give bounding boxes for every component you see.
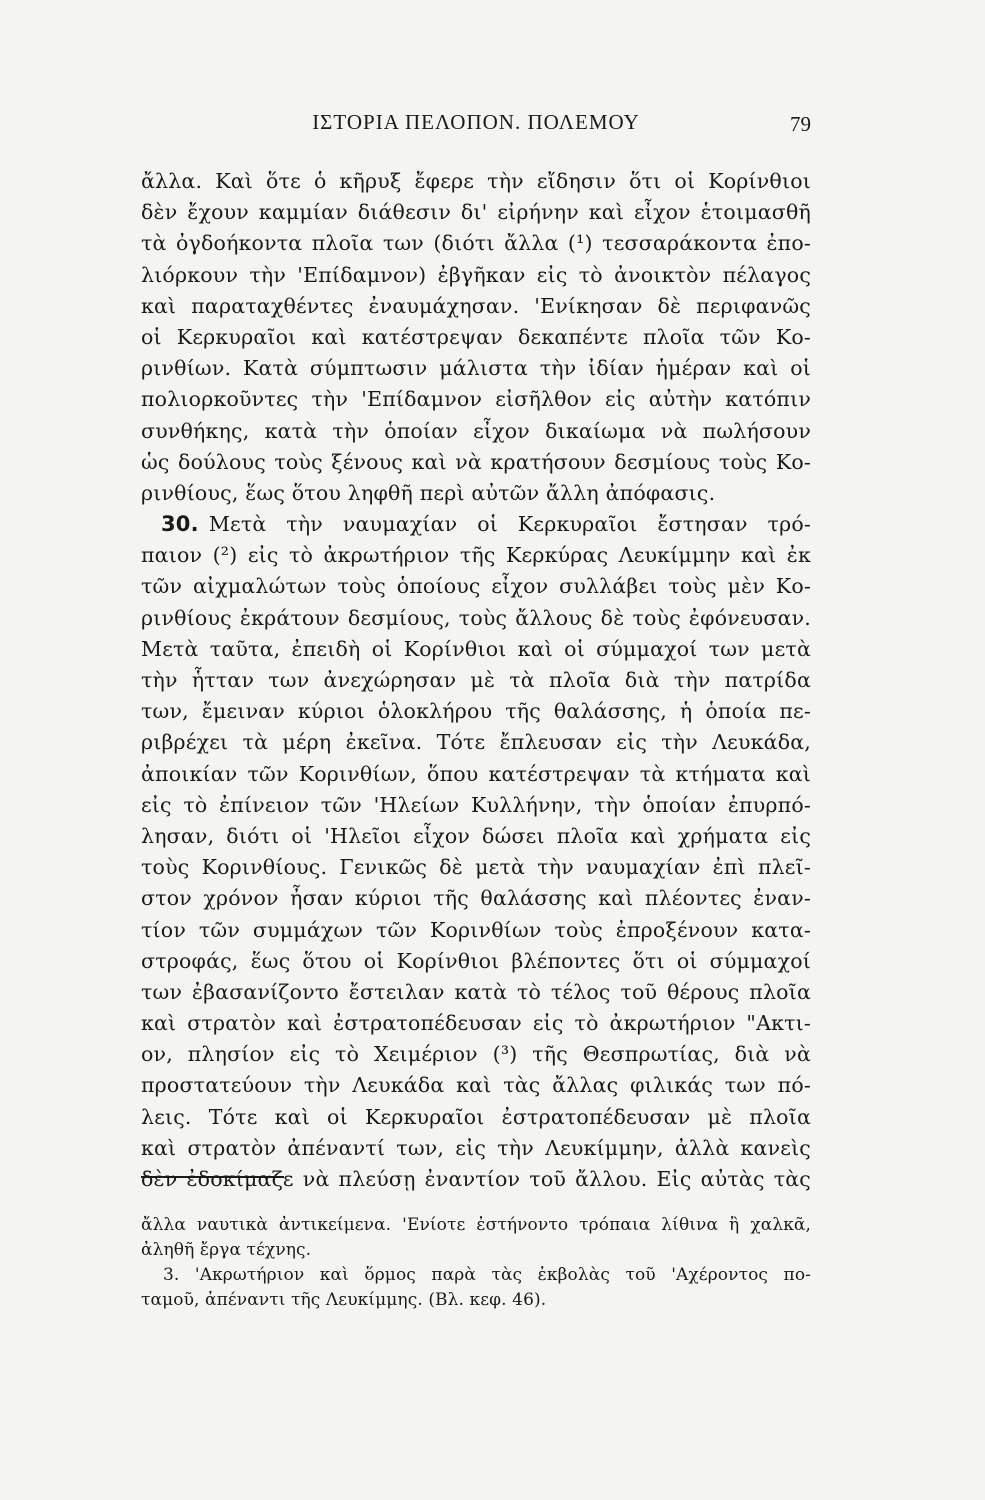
section-line: [141, 509, 811, 540]
text-line: δὲν ἔχουν καμμίαν διάθεσιν δι' εἰρήνην καὶ εἶχον ἑτοιμασθῆ: [141, 200, 811, 225]
footnote-line: ταμοῦ, ἀπέναντι τῆς Λευκίμμης. (Βλ. κεφ. 46).: [141, 1290, 547, 1310]
footnote-line: ἄλλα ναυτικὰ ἀντικείμενα. 'Ενίοτε ἐστήνοντο τρόπαια λίθινα ἢ χαλκᾶ,: [141, 1215, 811, 1235]
text-line: ρινθίους ἐκράτουν δεσμίους, τοὺς ἄλλους δὲ τοὺς ἐφόνευσαν.: [141, 605, 811, 630]
text-line: στροφάς, ἕως ὅτου οἱ Κορίνθιοι βλέποντες ὅτι οἱ σύμμαχοί: [141, 948, 811, 973]
text-line: των ἐβασανίζοντο ἔστειλαν κατὰ τὸ τέλος τοῦ θέρους πλοῖα: [141, 979, 811, 1004]
text-line: καὶ παραταχθέντες ἐναυμάχησαν. 'Ενίκησαν δὲ περιφανῶς: [141, 293, 811, 318]
text-line: λησαν, διότι οἱ 'Ηλεῖοι εἶχον δώσει πλοῖα καὶ χρήματα εἰς: [141, 823, 811, 848]
text-line: τὴν ἧτταν των ἀνεχώρησαν μὲ τὰ πλοῖα διὰ τὴν πατρίδα: [141, 668, 811, 692]
footnote-rule: [141, 1176, 284, 1178]
text-line: παιον (²) εἰς τὸ ἀκρωτήριον τῆς Κερκύρας Λευκίμμην καὶ ἐκ: [141, 543, 811, 568]
text-line: καὶ στρατὸν ἀπέναντί των, εἰς τὴν Λευκίμμην, ἀλλὰ κανεὶς: [141, 1135, 811, 1160]
text-line: τοὺς Κορινθίους. Γενικῶς δὲ μετὰ τὴν ναυμαχίαν ἐπὶ πλεῖ-: [141, 855, 811, 880]
footnote-line: ἀληθῆ ἔργα τέχνης.: [141, 1240, 312, 1260]
footnote-line: 3. 'Ακρωτήριον καὶ ὅρμος παρὰ τὰς ἐκβολὰς τοῦ 'Αχέροντος πο-: [163, 1265, 811, 1285]
text-line: εἰς τὸ ἐπίνειον τῶν 'Ηλείων Κυλλήνην, τὴν ὁποίαν ἐπυρπό-: [141, 792, 811, 817]
text-line: προστατεύουν τὴν Λευκάδα καὶ τὰς ἄλλας φιλικάς των πό-: [141, 1073, 811, 1098]
text-line: Μετὰ ταῦτα, ἐπειδὴ οἱ Κορίνθιοι καὶ οἱ σύμμαχοί των μετὰ: [141, 636, 811, 661]
text-line: ον, πλησίον εἰς τὸ Χειμέριον (³) τῆς Θεσπρωτίας, διὰ νὰ: [141, 1042, 811, 1067]
text-line: λεις. Τότε καὶ οἱ Κερκυραῖοι ἐστρατοπέδευσαν μὲ πλοῖα: [141, 1104, 811, 1129]
body-text: [141, 166, 811, 1195]
page-number: 79: [790, 112, 811, 136]
text-line: ρινθίους, ἕως ὅτου ληφθῆ περὶ αὐτῶν ἄλλη ἀπόφασις.: [141, 480, 716, 505]
text-line: ριβρέχει τὰ μέρη ἐκεῖνα. Τότε ἔπλευσαν εἰς τὴν Λευκάδα,: [141, 730, 811, 755]
text-line: δὲν ἐδοκίμαζε νὰ πλεύσῃ ἐναντίον τοῦ ἄλλου. Εἰς αὐτὰς τὰς: [141, 1167, 811, 1191]
text-line: τίον τῶν συμμάχων τῶν Κορινθίων τοὺς ἐπροξένουν κατα-: [141, 917, 811, 942]
text-line: στον χρόνον ἦσαν κύριοι τῆς θαλάσσης καὶ πλέοντες ἐναν-: [141, 886, 811, 911]
running-title: ΙΣΤΟΡΙΑ ΠΕΛΟΠΟΝ. ΠΟΛΕΜΟΥ: [312, 110, 640, 134]
footnotes: [141, 1213, 811, 1313]
text-line: ἄλλα. Καὶ ὅτε ὁ κῆρυξ ἔφερε τὴν εἴδησιν ὅτι οἱ Κορίνθιοι: [141, 169, 811, 193]
section-number: 30.: [161, 512, 199, 537]
text-line: συνθήκης, κατὰ τὴν ὁποίαν εἶχον δικαίωμα νὰ πωλήσουν: [141, 418, 811, 443]
text-line: ρινθίων. Κατὰ σύμπτωσιν μάλιστα τὴν ἰδίαν ἡμέραν καὶ οἱ: [141, 356, 811, 381]
text-line: τὰ ὀγδοήκοντα πλοῖα των (διότι ἄλλα (¹) τεσσαράκοντα ἐπο-: [141, 231, 811, 256]
text-line: πολιορκοῦντες τὴν 'Επίδαμνον εἰσῆλθον εἰς αὐτὴν κατόπιν: [141, 387, 811, 412]
text-line: καὶ στρατὸν καὶ ἐστρατοπέδευσαν εἰς τὸ ἀκρωτήριον "Ακτι-: [141, 1011, 811, 1036]
text-line: ὡς δούλους τοὺς ξένους καὶ νὰ κρατήσουν δεσμίους τοὺς Κο-: [141, 449, 811, 474]
running-head: [141, 110, 811, 146]
text-line: των, ἔμειναν κύριοι ὁλοκλήρου τῆς θαλάσσης, ἡ ὁποία πε-: [141, 699, 811, 724]
section-first-line: Μετὰ τὴν ναυμαχίαν οἱ Κερκυραῖοι ἔστησαν τρό-: [208, 512, 811, 537]
text-line: τῶν αἰχμαλώτων τοὺς ὁποίους εἶχον συλλάβει τοὺς μὲν Κο-: [141, 574, 811, 599]
text-line: οἱ Κερκυραῖοι καὶ κατέστρεψαν δεκαπέντε πλοῖα τῶν Κο-: [141, 324, 811, 349]
text-line: ἀποικίαν τῶν Κορινθίων, ὅπου κατέστρεψαν τὰ κτήματα καὶ: [141, 761, 811, 786]
text-line: λιόρκουν τὴν 'Επίδαμνον) ἐβγῆκαν εἰς τὸ ἀνοικτὸν πέλαγος: [141, 262, 811, 287]
